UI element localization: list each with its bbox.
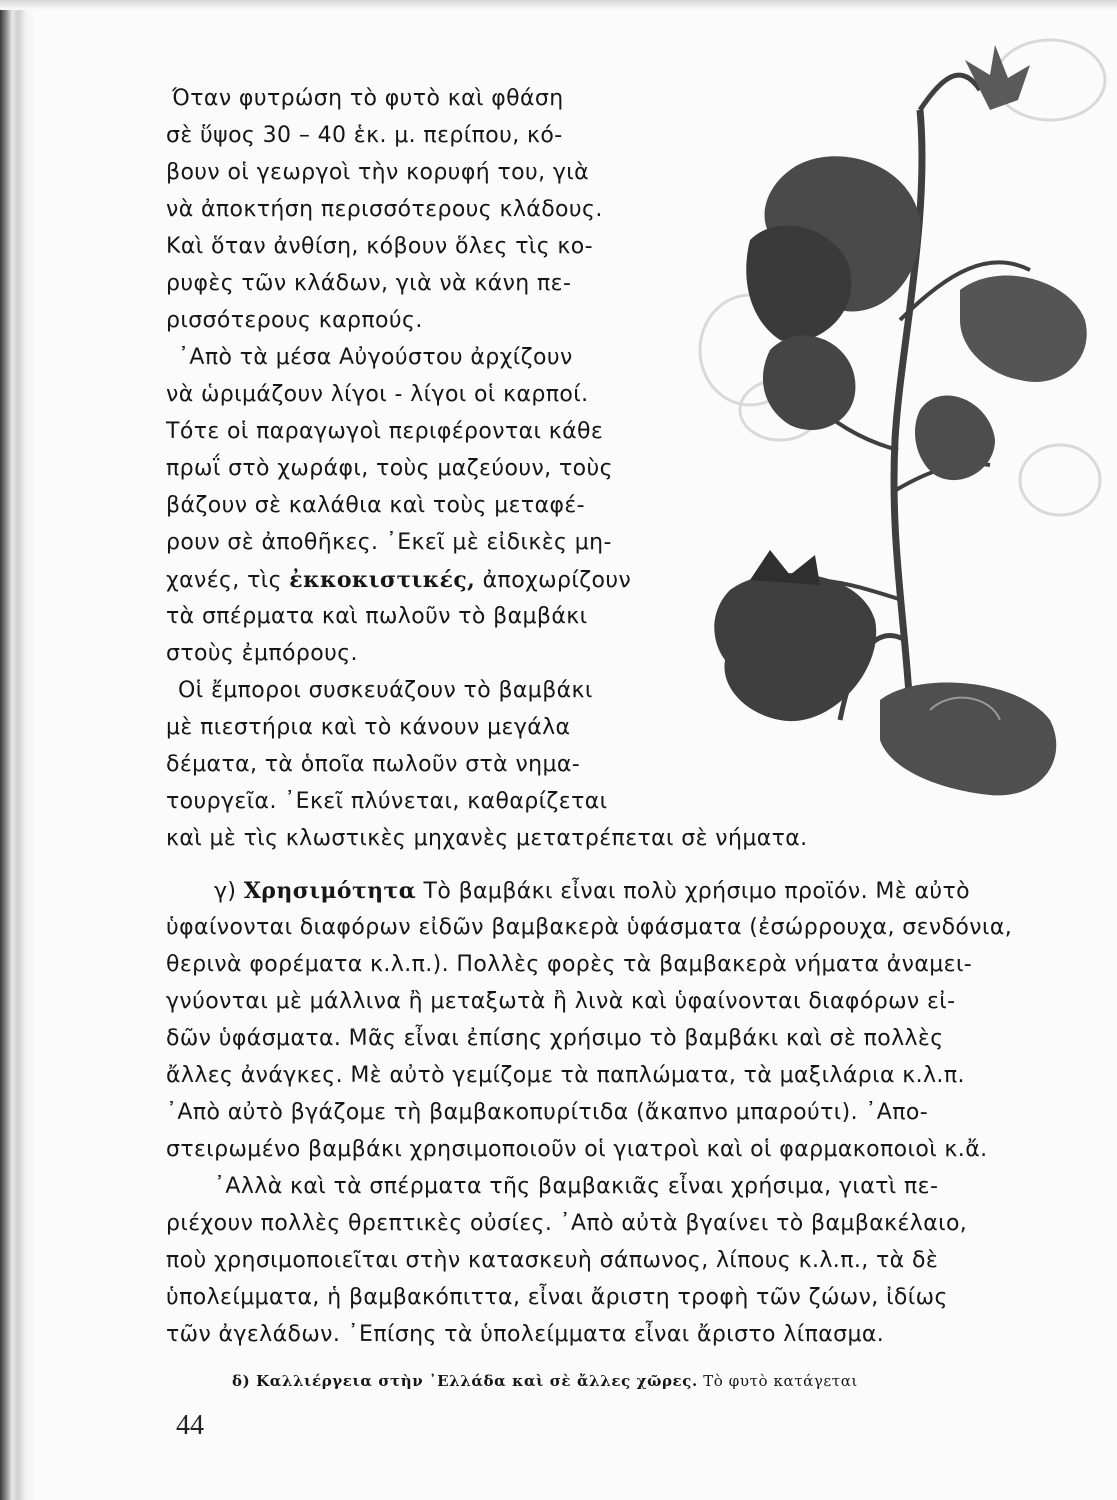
text-line: στοὺς ἐμπόρους.	[166, 641, 358, 666]
text-line: τῶν ἀγελάδων. ᾿Επίσης τὰ ὑπολείμματα εἶναι ἄριστο λίπασμα.	[166, 1322, 885, 1347]
text-line: Καὶ ὅταν ἀνθίση, κόβουν ὅλες τὶς κο-	[166, 234, 593, 259]
text-line	[166, 567, 631, 593]
page-binding-edge	[0, 0, 36, 1500]
text-line: δῶν ὑφάσματα. Μᾶς εἶναι ἐπίσης χρήσιμο τὸ βαμβάκι καὶ σὲ πολλὲς	[166, 1026, 944, 1051]
text-run: Τὸ βαμβάκι εἶναι πολὺ χρήσιμο προϊόν. Μὲ αὐτὸ	[423, 879, 970, 904]
text-line: Οἱ ἔμποροι συσκευάζουν τὸ βαμβάκι	[178, 678, 593, 703]
text-line: ριέχουν πολλὲς θρεπτικὲς οὐσίες. ᾿Απὸ αὐτὰ βγαίνει τὸ βαμβακέλαιο,	[166, 1211, 968, 1236]
text-line: γνύονται μὲ μάλλινα ἢ μεταξωτὰ ἢ λινὰ καὶ ὑφαίνονται διαφόρων εἰ-	[166, 989, 956, 1014]
text-line: Τότε οἱ παραγωγοὶ περιφέρονται κάθε	[166, 419, 604, 444]
page-top-edge	[0, 0, 1117, 10]
text-line: πρωΐ στὸ χωράφι, τοὺς μαζεύουν, τοὺς	[166, 456, 613, 481]
section-heading: δ) Καλλιέργεια στὴν ᾿Ελλάδα καὶ σὲ ἄλλες χῶρες.	[232, 1372, 698, 1390]
text-line: δέματα, τὰ ὁποῖα πωλοῦν στὰ νημα-	[166, 752, 581, 777]
text-run: χανές, τὶς	[166, 568, 290, 593]
text-run: Τὸ φυτὸ κατάγεται	[703, 1372, 858, 1390]
section-heading: Χρησιμότητα	[243, 878, 417, 904]
section-heading-line	[214, 878, 970, 904]
text-run: ἀποχωρίζουν	[475, 568, 632, 593]
text-line: μὲ πιεστήρια καὶ τὸ κάνουν μεγάλα	[166, 715, 571, 740]
text-line: Όταν φυτρώση τὸ φυτὸ καὶ φθάση	[172, 86, 564, 111]
text-line: ἄλλες ἀνάγκες. Μὲ αὐτὸ γεμίζομε τὰ παπλώματα, τὰ μαξιλάρια κ.λ.π.	[166, 1063, 965, 1088]
text-line: ποὺ χρησιμοποιεῖται στὴν κατασκευὴ σάπωνος, λίπους κ.λ.π., τὰ δὲ	[166, 1248, 939, 1273]
text-line: σὲ ὕψος 30 – 40 ἑκ. μ. περίπου, κό-	[166, 123, 563, 148]
text-line: ᾿Απὸ τὰ μέσα Αὐγούστου ἀρχίζουν	[178, 345, 573, 370]
text-line: ὑφαίνονται διαφόρων εἰδῶν βαμβακερὰ ὑφάσματα (ἐσώρρουχα, σενδόνια,	[166, 915, 1013, 940]
text-line: νὰ ὡριμάζουν λίγοι - λίγοι οἱ καρποί.	[166, 382, 589, 407]
section-heading-line	[232, 1372, 858, 1390]
text-line: τουργεῖα. ᾿Εκεῖ πλύνεται, καθαρίζεται	[166, 789, 608, 814]
section-label: γ)	[214, 879, 237, 904]
cotton-plant-illustration	[690, 20, 1110, 820]
text-line: ὑπολείμματα, ἡ βαμβακόπιττα, εἶναι ἄριστη τροφὴ τῶν ζώων, ἰδίως	[166, 1285, 948, 1310]
text-line: στειρωμένο βαμβάκι χρησιμοποιοῦν οἱ γιατροὶ καὶ οἱ φαρμακοποιοὶ κ.ἄ.	[166, 1137, 988, 1162]
text-line: ᾿Αλλὰ καὶ τὰ σπέρματα τῆς βαμβακιᾶς εἶναι χρήσιμα, γιατὶ πε-	[214, 1174, 939, 1199]
text-line: θερινὰ φορέματα κ.λ.π.). Πολλὲς φορὲς τὰ βαμβακερὰ νήματα ἀναμει-	[166, 952, 973, 977]
bold-term: ἐκκοκιστικές,	[289, 567, 476, 593]
page-number: 44	[176, 1410, 204, 1441]
text-line: καὶ μὲ τὶς κλωστικὲς μηχανὲς μετατρέπεται σὲ νήματα.	[166, 826, 808, 851]
text-line: ρυφὲς τῶν κλάδων, γιὰ νὰ κάνη πε-	[166, 271, 572, 296]
text-line: νὰ ἀποκτήση περισσότερους κλάδους.	[166, 197, 603, 222]
text-line: τὰ σπέρματα καὶ πωλοῦν τὸ βαμβάκι	[166, 604, 588, 629]
text-line: βουν οἱ γεωργοὶ τὴν κορυφή του, γιὰ	[166, 160, 590, 185]
text-line: ᾿Απὸ αὐτὸ βγάζομε τὴ βαμβακοπυρίτιδα (ἄκαπνο μπαρούτι). ᾿Απο-	[166, 1100, 929, 1125]
text-line: βάζουν σὲ καλάθια καὶ τοὺς μεταφέ-	[166, 493, 586, 518]
text-line: ρισσότερους καρπούς.	[166, 308, 423, 333]
text-line: ρουν σὲ ἀποθῆκες. ᾿Εκεῖ μὲ εἰδικὲς μη-	[166, 530, 612, 555]
